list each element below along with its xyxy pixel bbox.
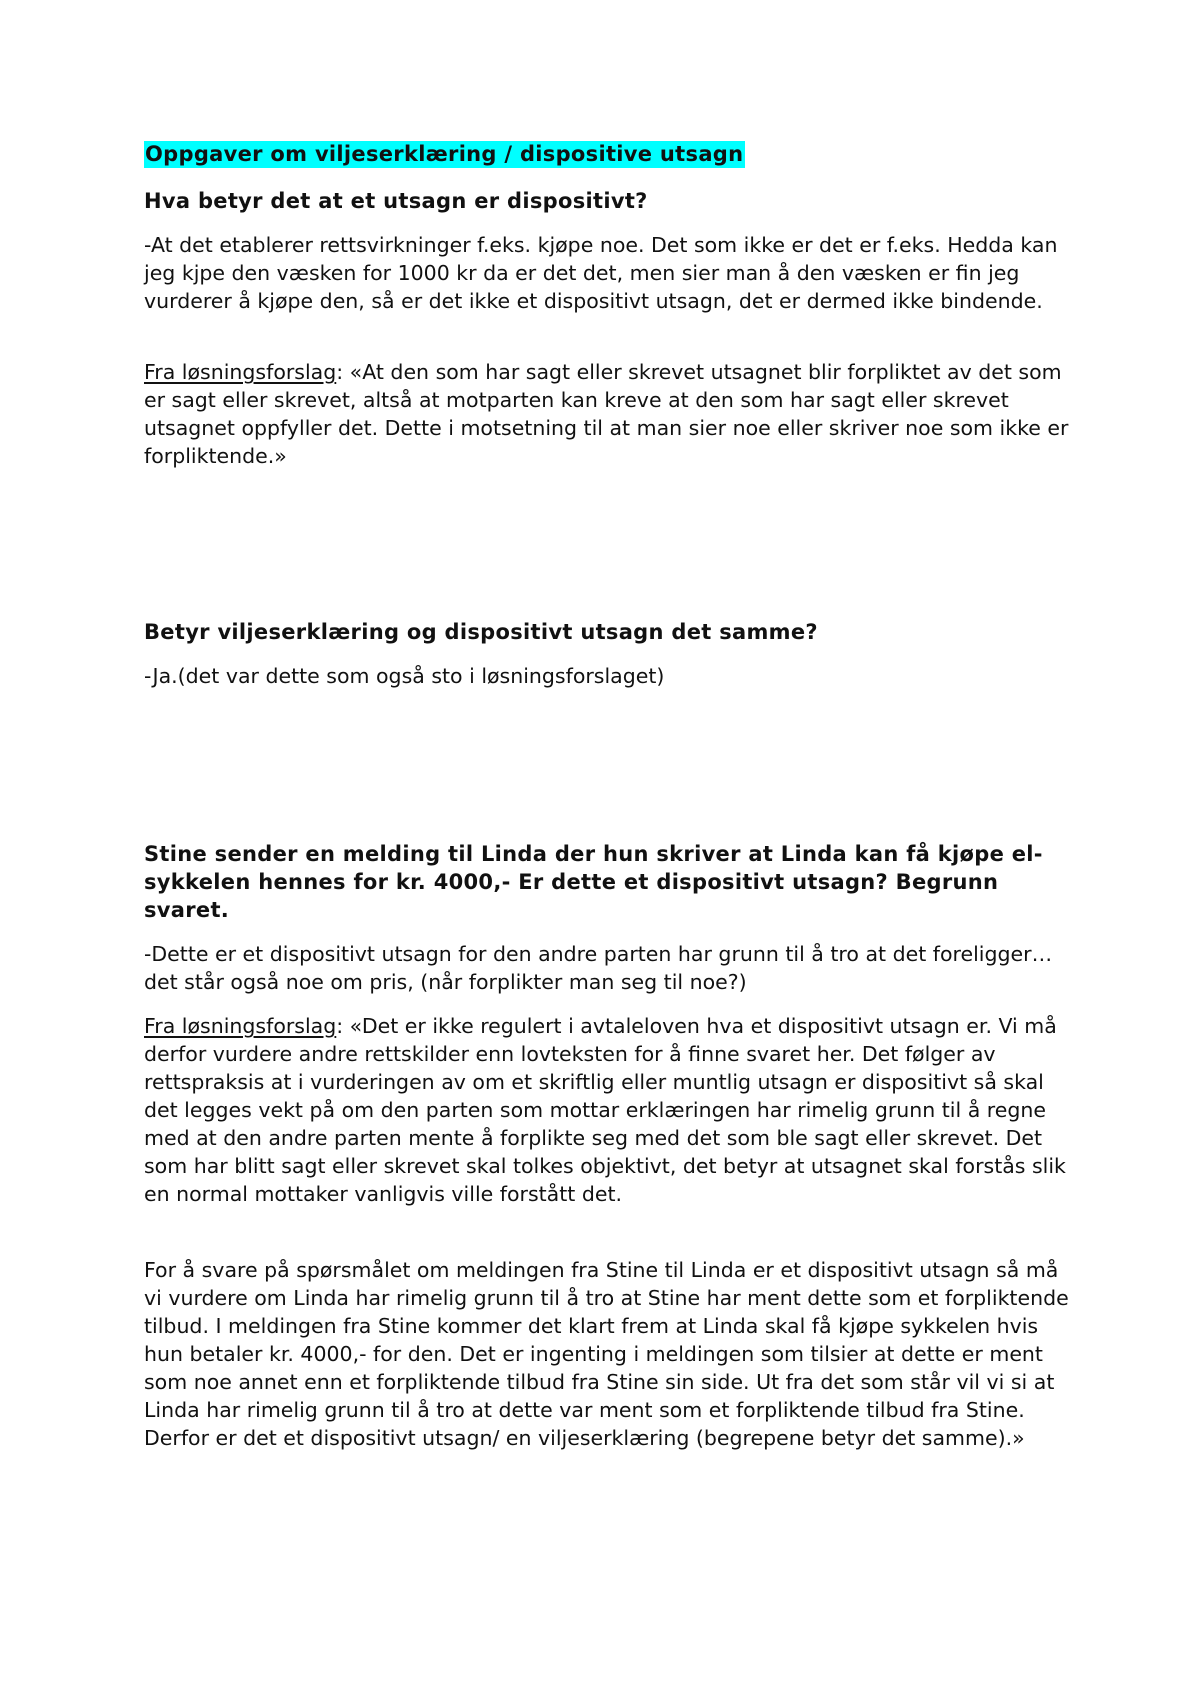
question-1-heading: Hva betyr det at et utsagn er dispositivt? — [144, 189, 648, 213]
solution-3-continued: For å svare på spørsmålet om meldingen fra Stine til Linda er et dispositivt utsagn så må vi vurdere om Linda har rimelig grunn til å tro at Stine har ment dette som et forpliktende tilbud. I meldingen fra Stine kommer det klart frem at Linda skal få kjøpe sykkelen hvis hun betaler kr. 4000,- for den. Det er ingenting i meldingen som tilsier at dette er ment som noe annet enn et forpliktende tilbud fra Stine sin side. Ut fra det som står vil vi si at Linda har rimelig grunn til å tro at dette var ment som et forpliktende tilbud fra Stine. Derfor er det et dispositivt utsagn/ en viljeserklæring (begrepene betyr det samme).» — [144, 1258, 1069, 1450]
solution-1-text: : «At den som har sagt eller skrevet utsagnet blir forpliktet av det som er sagt eller skrevet, altså at motparten kan kreve at den som har sagt eller skrevet utsagnet oppfyller det. Dette i motsetning til at man sier noe eller skriver noe som ikke er forpliktende.» — [144, 360, 1069, 468]
document-title — [144, 140, 1074, 168]
question-2-heading: Betyr viljeserklæring og dispositivt utsagn det samme? — [144, 620, 818, 644]
answer-3-text: -Dette er et dispositivt utsagn for den andre parten har grunn til å tro at det foreligger…det står også noe om pris, (når forplikter man seg til noe?) — [144, 942, 1053, 994]
document-title-highlight: Oppgaver om viljeserklæring / dispositive utsagn — [145, 142, 744, 166]
solution-1-label: Fra løsningsforslag — [144, 360, 337, 384]
solution-3-paragraph — [144, 1012, 1074, 1208]
solution-3-label: Fra løsningsforslag — [144, 1014, 337, 1038]
solution-3-text: : «Det er ikke regulert i avtaleloven hva et dispositivt utsagn er. Vi må derfor vurdere andre rettskilder enn lovteksten for å finne svaret her. Det følger av rettspraksis at i vurderingen av om et skriftlig eller muntlig utsagn er dispositivt så skal det legges vekt på om den parten som mottar erklæringen har rimelig grunn til å regne med at den andre parten mente å forplikte seg med det som ble sagt eller skrevet. Det som har blitt sagt eller skrevet skal tolkes objektivt, det betyr at utsagnet skal forstås slik en normal mottaker vanligvis ville forstått det. — [144, 1014, 1066, 1206]
question-3-heading: Stine sender en melding til Linda der hun skriver at Linda kan få kjøpe el-sykkelen hennes for kr. 4000,- Er dette et dispositivt utsagn? Begrunn svaret. — [144, 842, 1043, 922]
answer-2-text: -Ja.(det var dette som også sto i løsningsforslaget) — [144, 664, 665, 688]
answer-1-text: -At det etablerer rettsvirkninger f.eks. kjøpe noe. Det som ikke er det er f.eks. Hedda kan jeg kjpe den væsken for 1000 kr da er det det, men sier man å den væsken er fin jeg vurderer å kjøpe den, så er det ikke et dispositivt utsagn, det er dermed ikke bindende. — [144, 233, 1058, 313]
solution-1-paragraph — [144, 358, 1074, 470]
